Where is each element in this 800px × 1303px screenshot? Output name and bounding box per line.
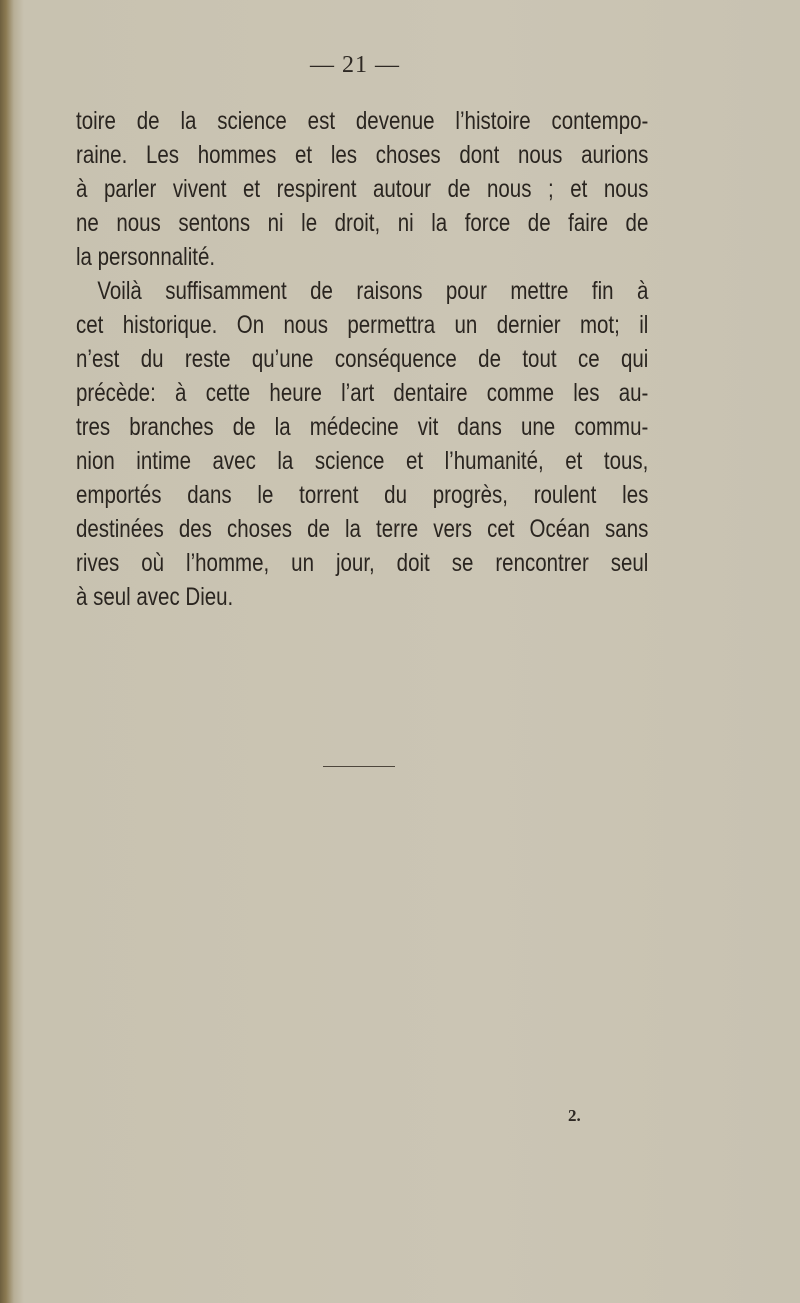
body-text bbox=[76, 104, 648, 614]
page-number: — 21 — bbox=[310, 52, 400, 78]
text-line: destinées des choses de la terre vers cet Océan sans bbox=[76, 515, 649, 543]
text-line: raine. Les hommes et les choses dont nous aurions bbox=[76, 141, 649, 169]
text-line: n’est du reste qu’une conséquence de tout ce qui bbox=[76, 345, 649, 373]
text-line: à seul avec Dieu. bbox=[76, 583, 234, 611]
section-divider bbox=[323, 766, 395, 767]
text-line: emportés dans le torrent du progrès, roulent les bbox=[76, 481, 649, 509]
text-line: nion intime avec la science et l’humanité, et tous, bbox=[76, 447, 649, 475]
text-line: tres branches de la médecine vit dans une commu- bbox=[76, 413, 649, 441]
text-line: la personnalité. bbox=[76, 243, 216, 271]
text-line: cet historique. On nous permettra un dernier mot; il bbox=[76, 311, 649, 339]
text-line: Voilà suffisamment de raisons pour mettre fin à bbox=[97, 277, 649, 305]
text-line: ne nous sentons ni le droit, ni la force de faire de bbox=[76, 209, 649, 237]
text-line: précède: à cette heure l’art dentaire comme les au- bbox=[76, 379, 649, 407]
text-line: toire de la science est devenue l’histoire contempo- bbox=[76, 107, 649, 135]
text-line: à parler vivent et respirent autour de nous ; et nous bbox=[76, 175, 649, 203]
text-line: rives où l’homme, un jour, doit se rencontrer seul bbox=[76, 549, 649, 577]
signature-mark: 2. bbox=[568, 1106, 581, 1125]
